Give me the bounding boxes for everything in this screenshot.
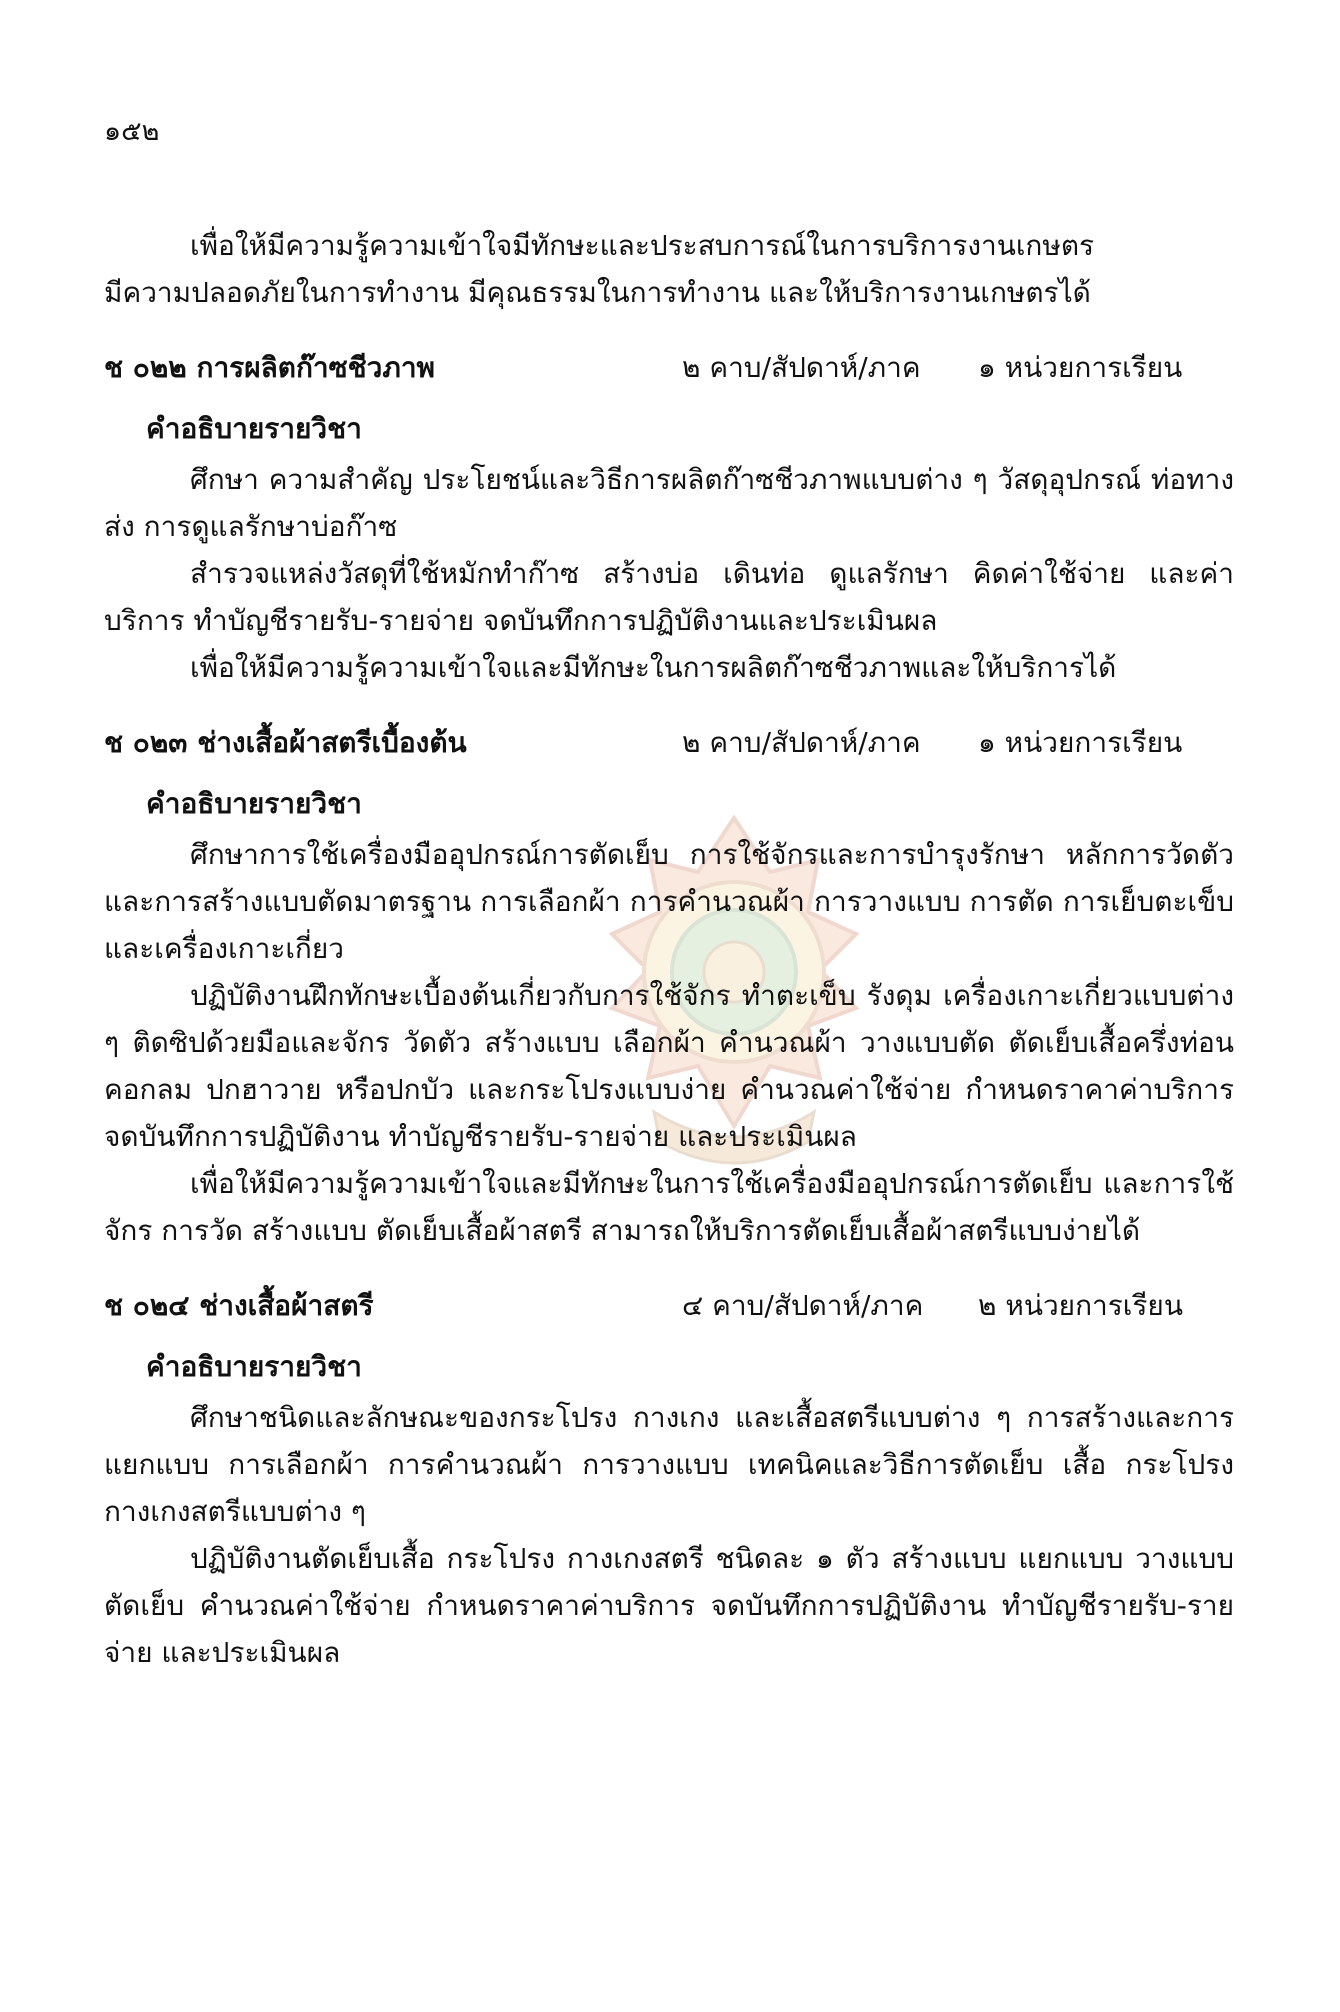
course-header [104,344,1234,391]
course-paragraph: ศึกษาชนิดและลักษณะของกระโปรง กางเกง และเสื้อสตรีแบบต่าง ๆ การสร้างและการแยกแบบ การเลือกผ้า การคำนวณผ้า การวางแบบ เทคนิคและวิธีการตัดเย็บ เสื้อ กระโปรง กางเกงสตรีแบบต่าง ๆ [104,1401,1234,1528]
intro-line-2: มีความปลอดภัยในการทำงาน มีคุณธรรมในการทำงาน และให้บริการงานเกษตรได้ [104,276,1091,309]
course-paragraph: ศึกษา ความสำคัญ ประโยชน์และวิธีการผลิตก๊าซชีวภาพแบบต่าง ๆ วัสดุอุปกรณ์ ท่อทางส่ง การดูแลรักษาบ่อก๊าซ [104,463,1234,543]
course-hours: ๔ คาบ/สัปดาห์/ภาค [682,1289,924,1322]
course-credits: ๒ หน่วยการเรียน [978,1289,1183,1322]
course-paragraph: สำรวจแหล่งวัสดุที่ใช้หมักทำก๊าซ สร้างบ่อ เดินท่อ ดูแลรักษา คิดค่าใช้จ่าย และค่าบริการ ทำบัญชีรายรับ-รายจ่าย จดบันทึกการปฏิบัติงานและประเมินผล [104,557,1234,637]
course-title: ช ๐๒๒ การผลิตก๊าซชีวภาพ [104,351,436,384]
course-paragraph: ศึกษาการใช้เครื่องมืออุปกรณ์การตัดเย็บ การใช้จักรและการบำรุงรักษา หลักการวัดตัวและการสร้างแบบตัดมาตรฐาน การเลือกผ้า การคำนวณผ้า การวางแบบ การตัด การเย็บตะเข็บและเครื่องเกาะเกี่ยว [104,838,1234,965]
course-paragraph: เพื่อให้มีความรู้ความเข้าใจและมีทักษะในการใช้เครื่องมืออุปกรณ์การตัดเย็บ และการใช้จักร การวัด สร้างแบบ ตัดเย็บเสื้อผ้าสตรี สามารถให้บริการตัดเย็บเสื้อผ้าสตรีแบบง่ายได้ [104,1167,1234,1247]
course-credits: ๑ หน่วยการเรียน [978,726,1183,759]
course-credits: ๑ หน่วยการเรียน [978,351,1183,384]
course-header [104,1282,1234,1329]
course-paragraph: ปฏิบัติงานฝึกทักษะเบื้องต้นเกี่ยวกับการใช้จักร ทำตะเข็บ รังดุม เครื่องเกาะเกี่ยวแบบต่าง ๆ ติดซิปด้วยมือและจักร วัดตัว สร้างแบบ เลือกผ้า คำนวณผ้า วางแบบตัด ตัดเย็บเสื้อครึ่งท่อน คอกลม ปกฮาวาย หรือปกบัว และกระโปรงแบบง่าย คำนวณค่าใช้จ่าย กำหนดราคาค่าบริการ จดบันทึกการปฏิบัติงาน ทำบัญชีรายรับ-รายจ่าย และประเมินผล [104,979,1234,1153]
course-hours: ๒ คาบ/สัปดาห์/ภาค [682,726,921,759]
page-number: ๑๕๒ [104,116,160,147]
course-paragraph: ปฏิบัติงานตัดเย็บเสื้อ กระโปรง กางเกงสตรี ชนิดละ ๑ ตัว สร้างแบบ แยกแบบ วางแบบ ตัดเย็บ คำนวณค่าใช้จ่าย กำหนดราคาค่าบริการ จดบันทึกการปฏิบัติงาน ทำบัญชีรายรับ-รายจ่าย และประเมินผล [104,1542,1234,1669]
course-title: ช ๐๒๓ ช่างเสื้อผ้าสตรีเบื้องต้น [104,726,467,759]
course-hours: ๒ คาบ/สัปดาห์/ภาค [682,351,921,384]
description-label: คำอธิบายรายวิชา [146,787,362,820]
description-label: คำอธิบายรายวิชา [146,1350,362,1383]
course-header [104,719,1234,766]
course-title: ช ๐๒๔ ช่างเสื้อผ้าสตรี [104,1289,374,1322]
course-paragraph: เพื่อให้มีความรู้ความเข้าใจและมีทักษะในการผลิตก๊าซชีวภาพและให้บริการได้ [190,651,1117,684]
description-label: คำอธิบายรายวิชา [146,412,362,445]
document-body [104,222,1234,1676]
intro-line-1: เพื่อให้มีความรู้ความเข้าใจมีทักษะและประสบการณ์ในการบริการงานเกษตร [190,229,1095,262]
